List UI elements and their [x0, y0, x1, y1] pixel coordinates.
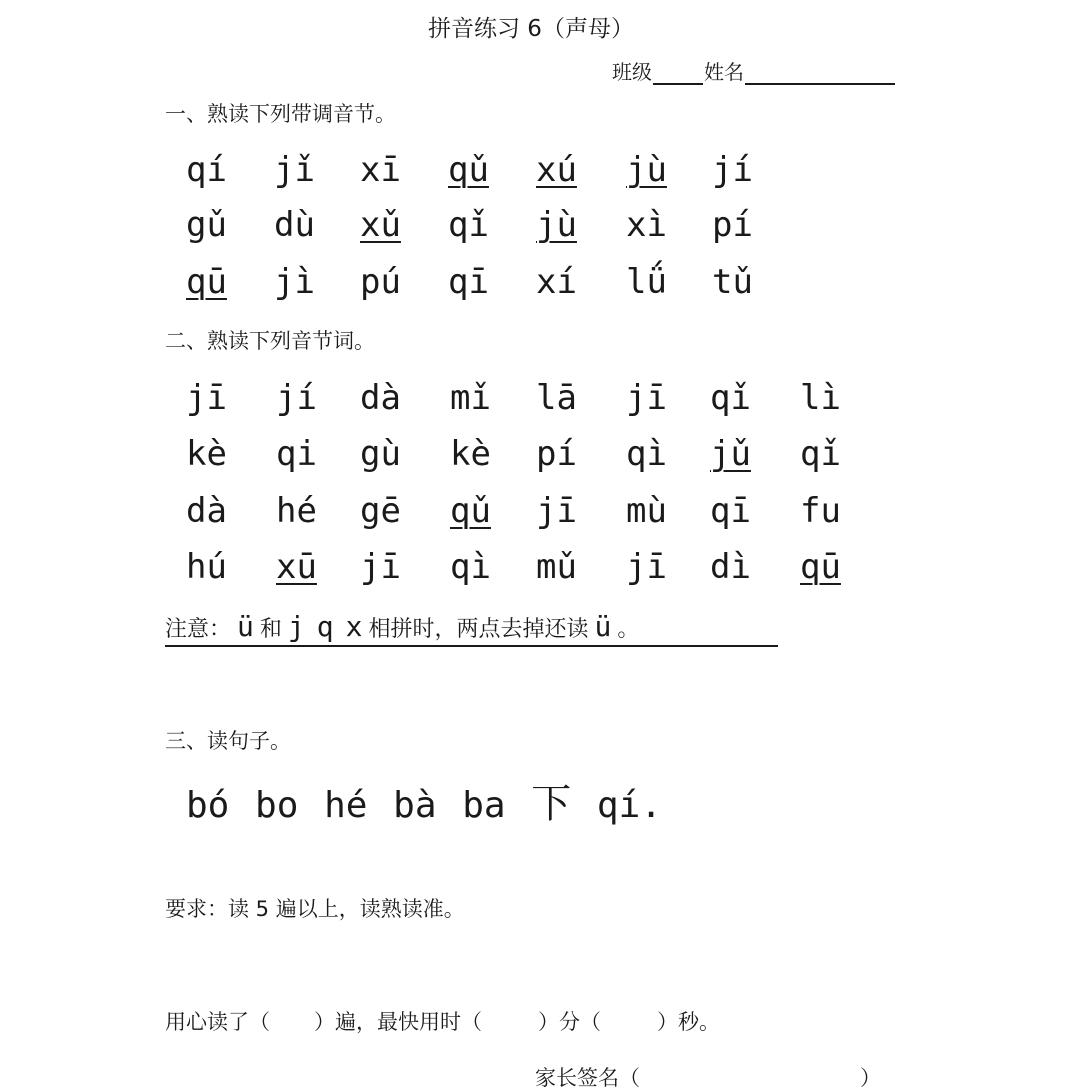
syllable: xú: [536, 150, 577, 190]
name-blank: [745, 65, 895, 85]
note-end: 。: [617, 617, 640, 642]
word-syllable: jī: [360, 547, 401, 587]
word-syllable: qī: [710, 491, 751, 531]
sentence-word: hé: [324, 785, 368, 826]
class-name-line: [612, 56, 896, 85]
word-syllable: kè: [186, 434, 227, 474]
requirement: 要求：读 5 遍以上，读熟读准。: [165, 897, 465, 921]
syllable: pú: [360, 262, 401, 302]
sentence-word: bó: [186, 785, 230, 826]
syllable: qǔ: [448, 150, 489, 190]
word-syllable: hú: [186, 547, 227, 587]
class-blank: [653, 65, 703, 85]
word-syllable: jī: [626, 378, 667, 418]
section3-heading: 三、读句子。: [165, 729, 291, 753]
word-syllable: qǔ: [450, 491, 491, 531]
word-syllable: gē: [360, 491, 401, 531]
sentence-word: bà: [393, 785, 437, 826]
syllable: qū: [186, 262, 227, 302]
syllable: xí: [536, 262, 577, 302]
note-u-umlaut-2: ü: [594, 610, 612, 643]
word-syllable: jí: [276, 378, 317, 418]
word-syllable: lì: [800, 378, 841, 418]
page-title: 拼音练习 6（声母）: [428, 16, 634, 42]
syllable: jì: [274, 262, 315, 302]
section1-heading: 一、熟读下列带调音节。: [165, 102, 396, 126]
word-syllable: mǔ: [536, 547, 577, 587]
sentence-word: qí.: [596, 785, 662, 826]
word-syllable: qì: [626, 434, 667, 474]
word-syllable: pí: [536, 434, 577, 474]
word-syllable: qū: [800, 547, 841, 587]
name-label: 姓名: [704, 60, 744, 84]
word-syllable: kè: [450, 434, 491, 474]
syllable: qǐ: [448, 205, 489, 245]
word-syllable: qǐ: [800, 434, 841, 474]
count-d: ）秒。: [657, 1010, 720, 1034]
syllable: tǔ: [712, 262, 753, 302]
syllable: dù: [274, 205, 315, 245]
syllable: pí: [712, 205, 753, 245]
word-syllable: lā: [536, 378, 577, 418]
syllable: xǔ: [360, 205, 401, 245]
note-j: j: [287, 610, 305, 643]
section2-heading: 二、熟读下列音节词。: [165, 329, 375, 353]
word-syllable: hé: [276, 491, 317, 531]
word-syllable: dà: [186, 491, 227, 531]
syllable: jù: [536, 205, 577, 245]
note-line: [165, 610, 778, 647]
word-syllable: gù: [360, 434, 401, 474]
syllable: gǔ: [186, 205, 227, 245]
word-syllable: qǐ: [710, 378, 751, 418]
word-syllable: jī: [536, 491, 577, 531]
word-syllable: jī: [186, 378, 227, 418]
sentence-word: bo: [255, 785, 299, 826]
word-syllable: dà: [360, 378, 401, 418]
sentence: [186, 772, 662, 829]
word-syllable: qì: [450, 547, 491, 587]
syllable: qí: [186, 150, 227, 190]
note-u-umlaut: ü: [237, 610, 254, 643]
note-middle: 相拼时，两点去掉还读: [368, 617, 589, 642]
reading-count-line: [165, 1006, 720, 1036]
word-syllable: jǔ: [710, 434, 751, 474]
note-label: 注意：: [165, 617, 232, 642]
syllable: jù: [626, 150, 667, 190]
word-syllable: mù: [626, 491, 667, 531]
count-c: ）分（: [538, 1010, 601, 1034]
syllable: xì: [626, 205, 667, 245]
note-he: 和: [259, 617, 282, 642]
word-syllable: qi: [276, 434, 317, 474]
class-label: 班级: [612, 60, 652, 84]
sentence-hanzi: 下: [531, 781, 572, 827]
note-q: q: [316, 610, 334, 643]
word-syllable: jī: [626, 547, 667, 587]
parent-signature-line: [535, 1062, 881, 1092]
syllable: xī: [360, 150, 401, 190]
syllable: lǘ: [626, 262, 667, 302]
signature-close: ）: [860, 1066, 881, 1090]
syllable: jǐ: [274, 150, 315, 190]
sentence-word: ba: [462, 785, 506, 826]
word-syllable: mǐ: [450, 378, 491, 418]
note-x: x: [345, 610, 363, 643]
syllable: qī: [448, 262, 489, 302]
word-syllable: dì: [710, 547, 751, 587]
count-a: 用心读了（: [165, 1010, 270, 1034]
count-b: ）遍，最快用时（: [314, 1010, 482, 1034]
word-syllable: xū: [276, 547, 317, 587]
signature-label: 家长签名（: [535, 1066, 640, 1090]
syllable: jí: [712, 150, 753, 190]
word-syllable: fu: [800, 491, 841, 531]
